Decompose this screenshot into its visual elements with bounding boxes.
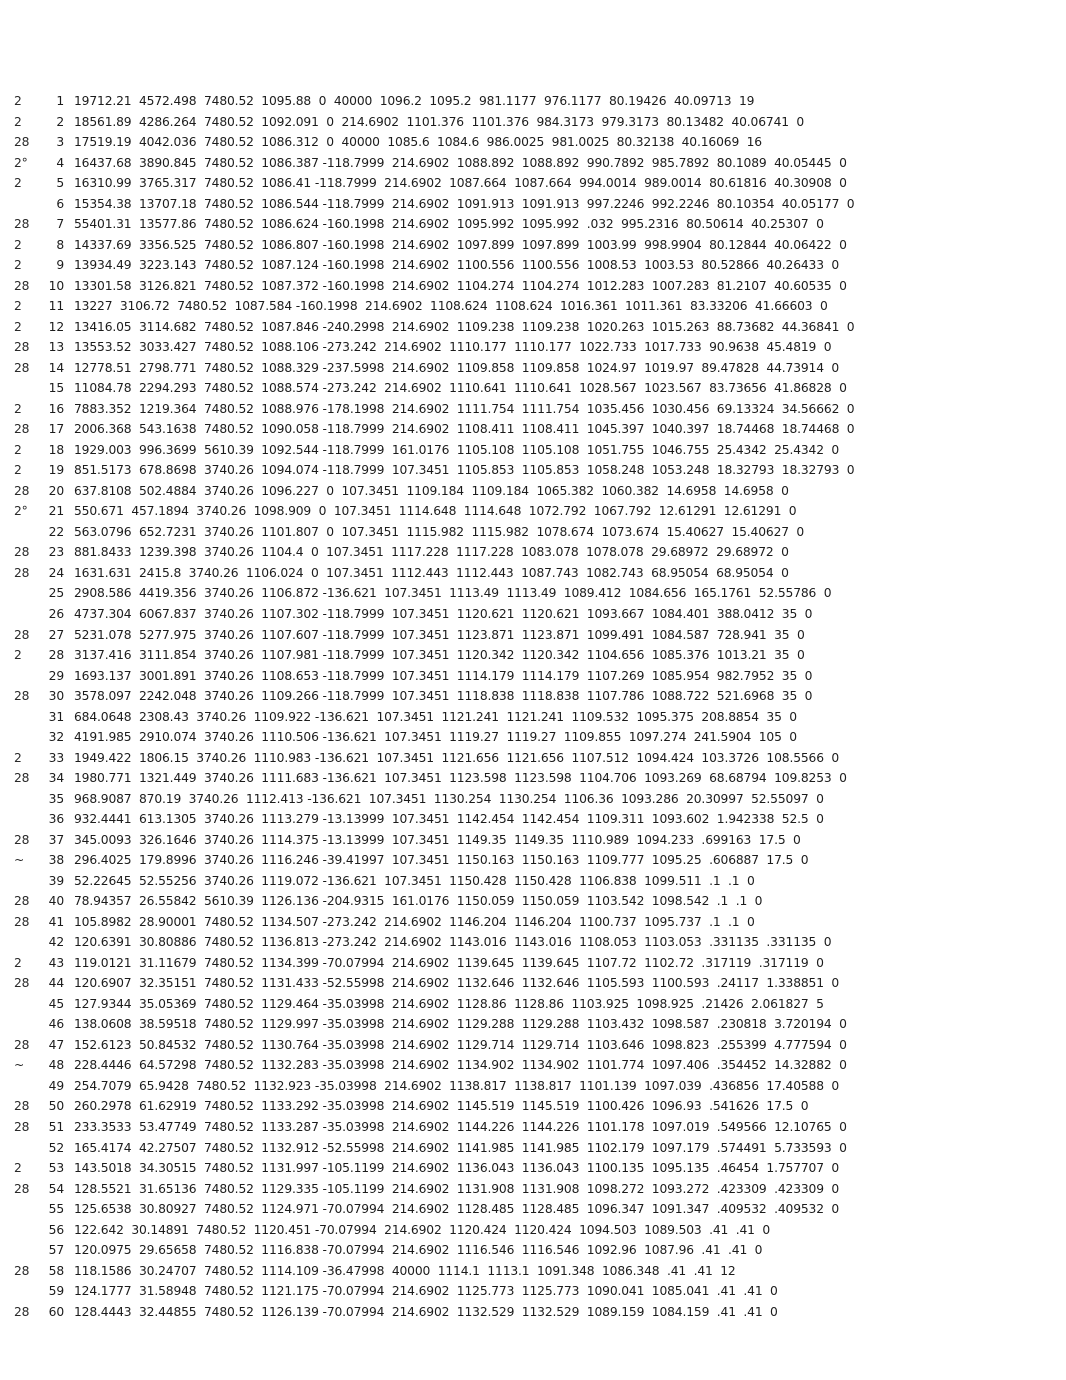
data-row xyxy=(14,400,854,418)
row-index: 53 xyxy=(48,1161,64,1176)
margin-mark: 2 xyxy=(14,299,22,314)
row-index: 16 xyxy=(48,401,64,416)
row-values: 13416.05 3114.682 7480.52 1087.846 -240.2998 214.6902 1109.238 1109.238 1020.263 1015.263 88.73682 44.36841 0 xyxy=(74,319,855,334)
row-values: 14337.69 3356.525 7480.52 1086.807 -160.1998 214.6902 1097.899 1097.899 1003.99 998.9904 80.12844 40.06422 0 xyxy=(74,237,847,252)
row-values: 13227 3106.72 7480.52 1087.584 -160.1998 214.6902 1108.624 1108.624 1016.361 1011.361 83.33206 41.66603 0 xyxy=(74,299,828,314)
data-row xyxy=(14,1077,839,1095)
data-row xyxy=(14,708,797,726)
row-index: 3 xyxy=(56,135,64,150)
row-index: 9 xyxy=(56,258,64,273)
data-row xyxy=(14,1056,847,1074)
data-row xyxy=(14,728,797,746)
data-row xyxy=(14,502,796,520)
data-row xyxy=(14,687,812,705)
data-row xyxy=(14,523,804,541)
row-values: 16310.99 3765.317 7480.52 1086.41 -118.7999 214.6902 1087.664 1087.664 994.0014 989.0014 80.61816 40.30908 0 xyxy=(74,176,847,191)
row-values: 4737.304 6067.837 3740.26 1107.302 -118.7999 107.3451 1120.621 1120.621 1093.667 1084.401 388.0412 35 0 xyxy=(74,607,813,621)
row-index: 18 xyxy=(48,442,64,457)
margin-mark: 2 xyxy=(14,750,22,765)
row-index: 44 xyxy=(48,976,64,991)
row-values: 932.4441 613.1305 3740.26 1113.279 -13.13999 107.3451 1142.454 1142.454 1109.311 1093.602 1.942338 52.5 0 xyxy=(74,812,824,827)
row-values: 968.9087 870.19 3740.26 1112.413 -136.621 107.3451 1130.254 1130.254 1106.36 1093.286 20.30997 52.55097 0 xyxy=(74,791,824,806)
margin-mark: 2 xyxy=(14,258,22,273)
row-values: 550.671 457.1894 3740.26 1098.909 0 107.3451 1114.648 1114.648 1072.792 1067.792 12.61291 12.61291 0 xyxy=(74,504,797,519)
row-index: 6 xyxy=(56,196,64,211)
data-row xyxy=(14,215,824,233)
data-row xyxy=(14,297,828,315)
row-index: 1 xyxy=(56,94,64,108)
row-index: 40 xyxy=(48,894,64,909)
margin-mark: 2° xyxy=(14,155,28,170)
data-row xyxy=(14,1262,736,1280)
row-values: 1631.631 2415.8 3740.26 1106.024 0 107.3451 1112.443 1112.443 1087.743 1082.743 68.95054 68.95054 0 xyxy=(74,565,789,580)
margin-mark: 28 xyxy=(14,340,30,355)
row-index: 32 xyxy=(48,730,64,745)
row-index: 15 xyxy=(48,381,64,396)
data-row xyxy=(14,441,839,459)
data-row xyxy=(14,954,824,972)
data-row xyxy=(14,810,824,828)
row-values: 5231.078 5277.975 3740.26 1107.607 -118.7999 107.3451 1123.871 1123.871 1099.491 1084.587 728.941 35 0 xyxy=(74,627,805,642)
margin-mark: 2 xyxy=(14,401,22,416)
row-index: 4 xyxy=(56,155,64,170)
margin-mark: 28 xyxy=(14,217,30,232)
row-index: 52 xyxy=(48,1140,64,1155)
margin-mark: 28 xyxy=(14,278,30,293)
data-row xyxy=(14,461,854,479)
row-index: 58 xyxy=(48,1263,64,1278)
margin-mark: 28 xyxy=(14,1037,30,1052)
row-values: 13934.49 3223.143 7480.52 1087.124 -160.1998 214.6902 1100.556 1100.556 1008.53 1003.53 80.52866 40.26433 0 xyxy=(74,258,840,273)
row-index: 11 xyxy=(48,299,64,314)
margin-mark: ~ xyxy=(14,1058,25,1073)
row-values: 128.5521 31.65136 7480.52 1129.335 -105.1199 214.6902 1131.908 1131.908 1098.272 1093.272 .423309 .423309 0 xyxy=(74,1181,840,1196)
data-row xyxy=(14,338,831,356)
data-row xyxy=(14,564,789,582)
margin-mark: 28 xyxy=(14,360,30,375)
row-values: 119.0121 31.11679 7480.52 1134.399 -70.07994 214.6902 1139.645 1139.645 1107.72 1102.72 .317119 .317119 0 xyxy=(74,955,824,970)
row-index: 8 xyxy=(56,237,64,252)
row-index: 19 xyxy=(48,463,64,478)
row-index: 30 xyxy=(48,689,64,704)
margin-mark: 28 xyxy=(14,422,30,437)
margin-mark: 2 xyxy=(14,955,22,970)
row-values: 16437.68 3890.845 7480.52 1086.387 -118.7999 214.6902 1088.892 1088.892 990.7892 985.7892 80.1089 40.05445 0 xyxy=(74,155,847,170)
row-values: 2006.368 543.1638 7480.52 1090.058 -118.7999 214.6902 1108.411 1108.411 1045.397 1040.397 18.74468 18.74468 0 xyxy=(74,422,855,437)
data-row xyxy=(14,1241,762,1259)
row-values: 12778.51 2798.771 7480.52 1088.329 -237.5998 214.6902 1109.858 1109.858 1024.97 1019.97 89.47828 44.73914 0 xyxy=(74,360,840,375)
data-row xyxy=(14,1118,847,1136)
row-values: 881.8433 1239.398 3740.26 1104.4 0 107.3451 1117.228 1117.228 1083.078 1078.078 29.68972 29.68972 0 xyxy=(74,545,789,560)
row-values: 18561.89 4286.264 7480.52 1092.091 0 214.6902 1101.376 1101.376 984.3173 979.3173 80.13482 40.06741 0 xyxy=(74,114,805,129)
row-values: 55401.31 13577.86 7480.52 1086.624 -160.1998 214.6902 1095.992 1095.992 .032 995.2316 80.50614 40.25307 0 xyxy=(74,217,824,232)
data-row xyxy=(14,626,805,644)
margin-mark: 2° xyxy=(14,504,28,519)
row-index: 55 xyxy=(48,1202,64,1217)
row-values: 120.6907 32.35151 7480.52 1131.433 -52.55998 214.6902 1132.646 1132.646 1105.593 1100.593 .24117 1.338851 0 xyxy=(74,976,840,991)
row-values: 11084.78 2294.293 7480.52 1088.574 -273.242 214.6902 1110.641 1110.641 1028.567 1023.567 83.73656 41.86828 0 xyxy=(74,381,847,396)
row-values: 1980.771 1321.449 3740.26 1111.683 -136.621 107.3451 1123.598 1123.598 1104.706 1093.269 68.68794 109.8253 0 xyxy=(74,771,847,786)
data-row xyxy=(14,113,804,131)
margin-mark: 2 xyxy=(14,176,22,191)
row-index: 21 xyxy=(48,504,64,519)
row-values: 52.22645 52.55256 3740.26 1119.072 -136.621 107.3451 1150.428 1150.428 1106.838 1099.511 .1 .1 0 xyxy=(74,873,755,888)
data-row xyxy=(14,1097,808,1115)
row-values: 3578.097 2242.048 3740.26 1109.266 -118.7999 107.3451 1118.838 1118.838 1107.786 1088.722 521.6968 35 0 xyxy=(74,689,813,704)
margin-mark: 28 xyxy=(14,1181,30,1196)
row-values: 120.6391 30.80886 7480.52 1136.813 -273.242 214.6902 1143.016 1143.016 1108.053 1103.053 .331135 .331135 0 xyxy=(74,935,832,950)
row-values: 127.9344 35.05369 7480.52 1129.464 -35.03998 214.6902 1128.86 1128.86 1103.925 1098.925 .21426 2.061827 5 xyxy=(74,996,824,1011)
row-index: 5 xyxy=(56,176,64,191)
row-index: 24 xyxy=(48,565,64,580)
data-row xyxy=(14,790,824,808)
row-index: 36 xyxy=(48,812,64,827)
row-values: 1929.003 996.3699 5610.39 1092.544 -118.7999 161.0176 1105.108 1105.108 1051.755 1046.755 25.4342 25.4342 0 xyxy=(74,442,840,457)
data-row xyxy=(14,995,824,1013)
row-index: 48 xyxy=(48,1058,64,1073)
margin-mark: 28 xyxy=(14,771,30,786)
row-values: 19712.21 4572.498 7480.52 1095.88 0 40000 1096.2 1095.2 981.1177 976.1177 80.19426 40.09713 19 xyxy=(74,94,755,108)
row-index: 25 xyxy=(48,586,64,601)
row-values: 260.2978 61.62919 7480.52 1133.292 -35.03998 214.6902 1145.519 1145.519 1100.426 1096.93 .541626 17.5 0 xyxy=(74,1099,809,1114)
row-values: 118.1586 30.24707 7480.52 1114.109 -36.47998 40000 1114.1 1113.1 1091.348 1086.348 .41 .41 12 xyxy=(74,1263,736,1278)
margin-mark: 2 xyxy=(14,463,22,478)
data-row xyxy=(14,195,854,213)
margin-mark: 28 xyxy=(14,483,30,498)
data-row xyxy=(14,646,805,664)
row-values: 563.0796 652.7231 3740.26 1101.807 0 107.3451 1115.982 1115.982 1078.674 1073.674 15.40627 15.40627 0 xyxy=(74,524,805,539)
data-row xyxy=(14,256,839,274)
margin-mark: 28 xyxy=(14,565,30,580)
row-values: 228.4446 64.57298 7480.52 1132.283 -35.03998 214.6902 1134.902 1134.902 1101.774 1097.406 .354452 14.32882 0 xyxy=(74,1058,847,1073)
data-row xyxy=(14,1159,839,1177)
row-index: 50 xyxy=(48,1099,64,1114)
data-row xyxy=(14,482,789,500)
row-index: 47 xyxy=(48,1037,64,1052)
row-values: 152.6123 50.84532 7480.52 1130.764 -35.03998 214.6902 1129.714 1129.714 1103.646 1098.823 .255399 4.777594 0 xyxy=(74,1037,847,1052)
data-row xyxy=(14,605,812,623)
row-index: 42 xyxy=(48,935,64,950)
data-row xyxy=(14,1139,847,1157)
margin-mark: 28 xyxy=(14,1120,30,1134)
row-values: 124.1777 31.58948 7480.52 1121.175 -70.07994 214.6902 1125.773 1125.773 1090.041 1085.041 .41 .41 0 xyxy=(74,1284,778,1299)
row-values: 3137.416 3111.854 3740.26 1107.981 -118.7999 107.3451 1120.342 1120.342 1104.656 1085.376 1013.21 35 0 xyxy=(74,648,805,663)
data-row xyxy=(14,1200,839,1218)
row-values: 851.5173 678.8698 3740.26 1094.074 -118.7999 107.3451 1105.853 1105.853 1058.248 1053.248 18.32793 18.32793 0 xyxy=(74,463,855,478)
data-row xyxy=(14,1303,778,1321)
data-row xyxy=(14,1180,839,1198)
margin-mark: 28 xyxy=(14,914,30,929)
margin-mark: 28 xyxy=(14,832,30,847)
row-values: 13301.58 3126.821 7480.52 1087.372 -160.1998 214.6902 1104.274 1104.274 1012.283 1007.283 81.2107 40.60535 0 xyxy=(74,278,847,293)
row-index: 49 xyxy=(48,1078,64,1093)
data-row xyxy=(14,892,762,910)
margin-mark: 28 xyxy=(14,545,30,560)
row-values: 125.6538 30.80927 7480.52 1124.971 -70.07994 214.6902 1128.485 1128.485 1096.347 1091.347 .409532 .409532 0 xyxy=(74,1202,840,1217)
row-values: 138.0608 38.59518 7480.52 1129.997 -35.03998 214.6902 1129.288 1129.288 1103.432 1098.587 .230818 3.720194 0 xyxy=(74,1017,847,1032)
data-row xyxy=(14,92,754,110)
data-row xyxy=(14,1221,770,1239)
data-row xyxy=(14,154,847,172)
row-index: 51 xyxy=(48,1120,64,1134)
row-index: 43 xyxy=(48,955,64,970)
row-values: 120.0975 29.65658 7480.52 1116.838 -70.07994 214.6902 1116.546 1116.546 1092.96 1087.96 .41 .41 0 xyxy=(74,1243,763,1258)
margin-mark: 2 xyxy=(14,442,22,457)
margin-mark: 28 xyxy=(14,1263,30,1278)
row-index: 28 xyxy=(48,648,64,663)
row-index: 37 xyxy=(48,832,64,847)
data-row xyxy=(14,543,789,561)
row-index: 38 xyxy=(48,853,64,868)
row-values: 15354.38 13707.18 7480.52 1086.544 -118.7999 214.6902 1091.913 1091.913 997.2246 992.2246 80.10354 40.05177 0 xyxy=(74,196,855,211)
data-row xyxy=(14,420,854,438)
margin-mark: 28 xyxy=(14,976,30,991)
data-row xyxy=(14,379,847,397)
margin-mark: 2 xyxy=(14,648,22,663)
row-index: 60 xyxy=(48,1304,64,1319)
margin-mark: 28 xyxy=(14,689,30,704)
row-index: 27 xyxy=(48,627,64,642)
data-row xyxy=(14,174,847,192)
margin-mark: 2 xyxy=(14,94,22,108)
row-index: 2 xyxy=(56,114,64,129)
row-index: 7 xyxy=(56,217,64,232)
row-index: 59 xyxy=(48,1284,64,1299)
row-values: 1693.137 3001.891 3740.26 1108.653 -118.7999 107.3451 1114.179 1114.179 1107.269 1085.954 982.7952 35 0 xyxy=(74,668,813,683)
data-row xyxy=(14,667,812,685)
row-values: 1949.422 1806.15 3740.26 1110.983 -136.621 107.3451 1121.656 1121.656 1107.512 1094.424 103.3726 108.5566 0 xyxy=(74,750,840,765)
row-values: 296.4025 179.8996 3740.26 1116.246 -39.41997 107.3451 1150.163 1150.163 1109.777 1095.25 .606887 17.5 0 xyxy=(74,853,809,868)
row-index: 39 xyxy=(48,873,64,888)
margin-mark: 28 xyxy=(14,1304,30,1319)
data-row xyxy=(14,1036,847,1054)
row-index: 13 xyxy=(48,340,64,355)
margin-mark: 28 xyxy=(14,135,30,150)
data-row xyxy=(14,236,847,254)
row-index: 45 xyxy=(48,996,64,1011)
row-values: 128.4443 32.44855 7480.52 1126.139 -70.07994 214.6902 1132.529 1132.529 1089.159 1084.159 .41 .41 0 xyxy=(74,1304,778,1319)
data-row xyxy=(14,974,839,992)
data-row xyxy=(14,1015,847,1033)
data-row xyxy=(14,769,847,787)
row-index: 20 xyxy=(48,483,64,498)
row-values: 345.0093 326.1646 3740.26 1114.375 -13.13999 107.3451 1149.35 1149.35 1110.989 1094.233 .699163 17.5 0 xyxy=(74,832,801,847)
margin-mark: 2 xyxy=(14,1161,22,1176)
margin-mark: 28 xyxy=(14,627,30,642)
data-row xyxy=(14,133,762,151)
margin-mark: 2 xyxy=(14,319,22,334)
margin-mark: 2 xyxy=(14,237,22,252)
row-index: 54 xyxy=(48,1181,64,1196)
row-index: 34 xyxy=(48,771,64,786)
data-row xyxy=(14,749,839,767)
row-values: 684.0648 2308.43 3740.26 1109.922 -136.621 107.3451 1121.241 1121.241 1109.532 1095.375 208.8854 35 0 xyxy=(74,709,797,724)
row-index: 41 xyxy=(48,914,64,929)
row-values: 78.94357 26.55842 5610.39 1126.136 -204.9315 161.0176 1150.059 1150.059 1103.542 1098.542 .1 .1 0 xyxy=(74,894,763,909)
row-index: 12 xyxy=(48,319,64,334)
row-index: 26 xyxy=(48,607,64,621)
row-values: 122.642 30.14891 7480.52 1120.451 -70.07994 214.6902 1120.424 1120.424 1094.503 1089.503 .41 .41 0 xyxy=(74,1222,771,1237)
row-index: 17 xyxy=(48,422,64,437)
data-row xyxy=(14,831,801,849)
row-index: 46 xyxy=(48,1017,64,1032)
row-values: 7883.352 1219.364 7480.52 1088.976 -178.1998 214.6902 1111.754 1111.754 1035.456 1030.456 69.13324 34.56662 0 xyxy=(74,401,855,416)
data-row xyxy=(14,359,839,377)
row-index: 33 xyxy=(48,750,64,765)
row-values: 143.5018 34.30515 7480.52 1131.997 -105.1199 214.6902 1136.043 1136.043 1100.135 1095.135 .46454 1.757707 0 xyxy=(74,1161,840,1176)
row-values: 637.8108 502.4884 3740.26 1096.227 0 107.3451 1109.184 1109.184 1065.382 1060.382 14.6958 14.6958 0 xyxy=(74,483,789,498)
data-row xyxy=(14,584,831,602)
data-row xyxy=(14,318,854,336)
row-values: 165.4174 42.27507 7480.52 1132.912 -52.55998 214.6902 1141.985 1141.985 1102.179 1097.179 .574491 5.733593 0 xyxy=(74,1140,847,1155)
data-row xyxy=(14,933,831,951)
data-row xyxy=(14,851,808,869)
row-values: 233.3533 53.47749 7480.52 1133.287 -35.03998 214.6902 1144.226 1144.226 1101.178 1097.019 .549566 12.10765 0 xyxy=(74,1120,847,1134)
margin-mark: 28 xyxy=(14,1099,30,1114)
data-row xyxy=(14,1282,778,1300)
row-index: 57 xyxy=(48,1243,64,1258)
data-row xyxy=(14,913,755,931)
row-index: 56 xyxy=(48,1222,64,1237)
margin-mark: 28 xyxy=(14,894,30,909)
row-index: 22 xyxy=(48,524,64,539)
row-values: 4191.985 2910.074 3740.26 1110.506 -136.621 107.3451 1119.27 1119.27 1109.855 1097.274 241.5904 105 0 xyxy=(74,730,797,745)
row-index: 10 xyxy=(48,278,64,293)
row-index: 31 xyxy=(48,709,64,724)
row-values: 13553.52 3033.427 7480.52 1088.106 -273.242 214.6902 1110.177 1110.177 1022.733 1017.733 90.9638 45.4819 0 xyxy=(74,340,832,355)
data-row xyxy=(14,872,755,890)
row-index: 14 xyxy=(48,360,64,375)
row-values: 2908.586 4419.356 3740.26 1106.872 -136.621 107.3451 1113.49 1113.49 1089.412 1084.656 165.1761 52.55786 0 xyxy=(74,586,832,601)
row-values: 254.7079 65.9428 7480.52 1132.923 -35.03998 214.6902 1138.817 1138.817 1101.139 1097.039 .436856 17.40588 0 xyxy=(74,1078,840,1093)
row-values: 105.8982 28.90001 7480.52 1134.507 -273.242 214.6902 1146.204 1146.204 1100.737 1095.737 .1 .1 0 xyxy=(74,914,755,929)
row-index: 29 xyxy=(48,668,64,683)
data-row xyxy=(14,277,847,295)
row-values: 17519.19 4042.036 7480.52 1086.312 0 40000 1085.6 1084.6 986.0025 981.0025 80.32138 40.16069 16 xyxy=(74,135,762,150)
row-index: 23 xyxy=(48,545,64,560)
margin-mark: ~ xyxy=(14,853,25,868)
margin-mark: 2 xyxy=(14,114,22,129)
row-index: 35 xyxy=(48,791,64,806)
